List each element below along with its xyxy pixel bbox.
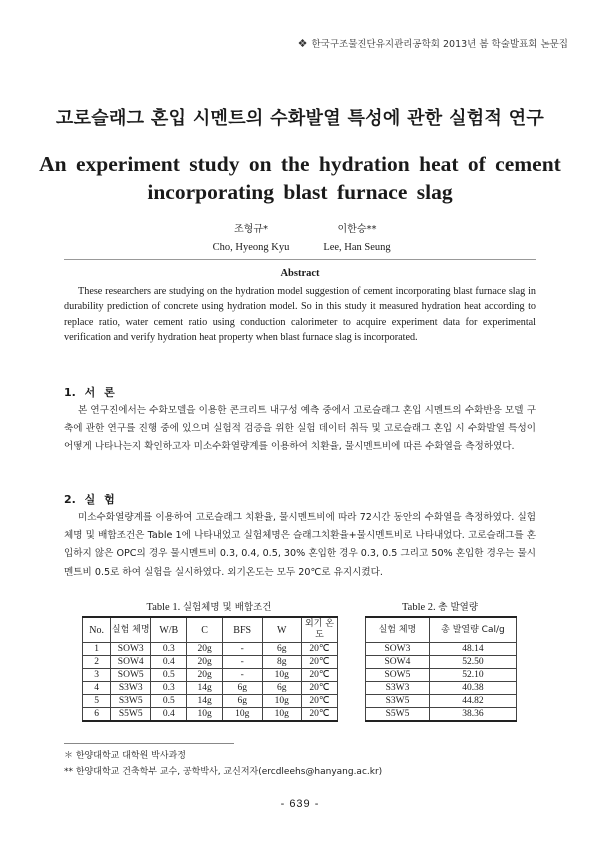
section-1-text: 본 연구진에서는 수화모델을 이용한 콘크리트 내구성 예측 중에서 고로슬래그 혼입 시멘트의 수화반응 모델 구축에 관한 연구를 진행 중에 있으며 실험적 검증을 위한 실험 데이터 취득 및 고로슬래그 혼입 시 수화발열 특성이 어떻게 나타나는지 확인하고자 미소수화열량계를 이용하여 치환율, 물시멘트비에 따른 수화열을 측정하였다. bbox=[64, 405, 536, 453]
table-1-caption-label: Table 1. bbox=[146, 602, 181, 613]
table-2 bbox=[365, 616, 517, 722]
table-cell: SOW5 bbox=[111, 669, 151, 682]
table-cell: 10g bbox=[187, 708, 223, 722]
section-2-text: 미소수화열량계를 이용하여 고로슬래그 치환율, 물시멘트비에 따라 72시간 동안의 수화열을 측정하였다. 실험체명 및 배합조건은 Table 1에 나타내었고 실험체명은 슬래그치환율+물시멘트비로 나타내었다. 고로슬래그를 혼입하지 않은 OPC의 경우 물시멘트비 0.3, 0.4, 0.5, 30% 혼입한 경우 0.3, 0.5 그리고 50% 혼입한 경우는 물시멘트비 0.5로 하여 실험을 실시하였다. 외기온도는 모두 20℃로 유지시켰다. bbox=[64, 512, 536, 578]
table-row bbox=[366, 669, 517, 682]
table-1-header-w: W bbox=[262, 617, 301, 643]
table-1-header-temp: 외기 온도 bbox=[301, 617, 337, 643]
table-cell: SOW4 bbox=[366, 656, 430, 669]
table-row bbox=[83, 708, 338, 722]
table-cell: 10g bbox=[222, 708, 262, 722]
table-cell: S5W5 bbox=[366, 708, 430, 722]
table-cell: 20g bbox=[187, 669, 223, 682]
table-cell: - bbox=[222, 643, 262, 656]
table-cell: S3W3 bbox=[366, 682, 430, 695]
table-cell: 14g bbox=[187, 695, 223, 708]
table-cell: 1 bbox=[83, 643, 111, 656]
table-row bbox=[83, 669, 338, 682]
table-cell: 10g bbox=[262, 669, 301, 682]
page-number: - 639 - bbox=[280, 798, 320, 810]
table-cell: S3W5 bbox=[111, 695, 151, 708]
table-row bbox=[83, 682, 338, 695]
table-cell: - bbox=[222, 656, 262, 669]
table-1-header-wb: W/B bbox=[151, 617, 187, 643]
table-cell: 20℃ bbox=[301, 708, 337, 722]
table-row bbox=[83, 643, 338, 656]
table-row bbox=[366, 695, 517, 708]
table-2-header-name: 실험 체명 bbox=[366, 617, 430, 643]
table-cell: 44.82 bbox=[429, 695, 516, 708]
table-1-header-name: 실험 체명 bbox=[111, 617, 151, 643]
table-cell: S3W5 bbox=[366, 695, 430, 708]
korean-title: 고로슬래그 혼입 시멘트의 수화발열 특성에 관한 실험적 연구 bbox=[55, 108, 545, 129]
table-1-header-no: No. bbox=[83, 617, 111, 643]
english-title-line-2: incorporating blast furnace slag bbox=[147, 180, 453, 204]
table-cell: - bbox=[222, 669, 262, 682]
table-cell: 20g bbox=[187, 656, 223, 669]
table-cell: 5 bbox=[83, 695, 111, 708]
author-1-english-name: Cho, Hyeong Kyu bbox=[212, 242, 290, 253]
table-cell: 2 bbox=[83, 656, 111, 669]
table-2-caption-label: Table 2. bbox=[401, 602, 436, 613]
table-2-header-row bbox=[366, 617, 517, 643]
title-divider bbox=[64, 259, 536, 260]
footnote-1: ＊ 한양대학교 대학원 박사과정 bbox=[64, 751, 186, 761]
table-cell: 20℃ bbox=[301, 643, 337, 656]
abstract-heading: Abstract bbox=[280, 268, 320, 279]
table-cell: S5W5 bbox=[111, 708, 151, 722]
table-cell: 6g bbox=[262, 643, 301, 656]
table-cell: 4 bbox=[83, 682, 111, 695]
english-title bbox=[0, 150, 600, 206]
table-cell: 0.3 bbox=[151, 682, 187, 695]
table-row bbox=[366, 656, 517, 669]
table-cell: SOW3 bbox=[111, 643, 151, 656]
header-text: 한국구조물진단유지관리공학회 2013년 봄 학술발표회 논문집 bbox=[311, 39, 568, 50]
diamond-bullet-icon: ❖ bbox=[297, 36, 308, 50]
table-cell: 40.38 bbox=[429, 682, 516, 695]
table-cell: 6g bbox=[262, 682, 301, 695]
table-cell: 48.14 bbox=[429, 643, 516, 656]
table-cell: SOW3 bbox=[366, 643, 430, 656]
table-2-caption-text: 총 발열량 bbox=[438, 602, 479, 613]
table-row bbox=[83, 695, 338, 708]
footnote-2: ** 한양대학교 건축학부 교수, 공학박사, 교신저자(ercdleehs@hanyang.ac.kr) bbox=[64, 767, 383, 777]
abstract-text: These researchers are studying on the hydration model suggestion of cement incorporating blast furnace slag in durability prediction of concrete using hydration model. So in this study it measured hydration heat according to replace ratio, water cement ratio using conduction calorimeter to acquire experiment data for experimental verification and verify hydration heat property when blast furnace slag is incorporated. bbox=[64, 286, 536, 344]
author-2 bbox=[302, 220, 412, 253]
table-cell: 38.36 bbox=[429, 708, 516, 722]
table-cell: 20℃ bbox=[301, 656, 337, 669]
table-row bbox=[366, 708, 517, 722]
table-cell: 6g bbox=[222, 682, 262, 695]
english-title-line-1: An experiment study on the hydration heat of cement bbox=[39, 152, 561, 176]
author-1 bbox=[196, 220, 306, 253]
table-cell: 10g bbox=[262, 695, 301, 708]
table-cell: 0.4 bbox=[151, 656, 187, 669]
table-1-header-bfs: BFS bbox=[222, 617, 262, 643]
footnote-divider bbox=[64, 743, 234, 744]
table-2-caption bbox=[360, 599, 520, 613]
table-cell: S3W3 bbox=[111, 682, 151, 695]
table-row bbox=[366, 643, 517, 656]
table-cell: SOW4 bbox=[111, 656, 151, 669]
table-row bbox=[83, 656, 338, 669]
table-cell: 20℃ bbox=[301, 695, 337, 708]
author-2-english-name: Lee, Han Seung bbox=[323, 242, 391, 253]
table-cell: 0.5 bbox=[151, 695, 187, 708]
table-cell: 10g bbox=[262, 708, 301, 722]
table-cell: 20℃ bbox=[301, 682, 337, 695]
table-cell: 6g bbox=[222, 695, 262, 708]
table-cell: 20g bbox=[187, 643, 223, 656]
section-2-heading: 2. 실 험 bbox=[64, 493, 115, 506]
table-1-caption-text: 실험체명 및 배합조건 bbox=[182, 602, 272, 613]
table-cell: SOW5 bbox=[366, 669, 430, 682]
table-cell: 0.3 bbox=[151, 643, 187, 656]
table-cell: 0.5 bbox=[151, 669, 187, 682]
table-cell: 8g bbox=[262, 656, 301, 669]
table-cell: 20℃ bbox=[301, 669, 337, 682]
table-row bbox=[366, 682, 517, 695]
table-1-header-c: C bbox=[187, 617, 223, 643]
table-cell: 52.10 bbox=[429, 669, 516, 682]
table-cell: 52.50 bbox=[429, 656, 516, 669]
table-cell: 14g bbox=[187, 682, 223, 695]
table-cell: 6 bbox=[83, 708, 111, 722]
author-2-korean-name: 이한승** bbox=[337, 224, 377, 235]
table-1-caption bbox=[84, 599, 334, 613]
section-1-heading: 1. 서 론 bbox=[64, 386, 115, 399]
table-cell: 0.4 bbox=[151, 708, 187, 722]
table-1-header-row bbox=[83, 617, 338, 643]
table-1 bbox=[82, 616, 338, 722]
table-cell: 3 bbox=[83, 669, 111, 682]
running-header bbox=[298, 36, 568, 50]
table-2-header-heat: 총 발열량 Cal/g bbox=[429, 617, 516, 643]
author-1-korean-name: 조형규* bbox=[234, 224, 268, 235]
